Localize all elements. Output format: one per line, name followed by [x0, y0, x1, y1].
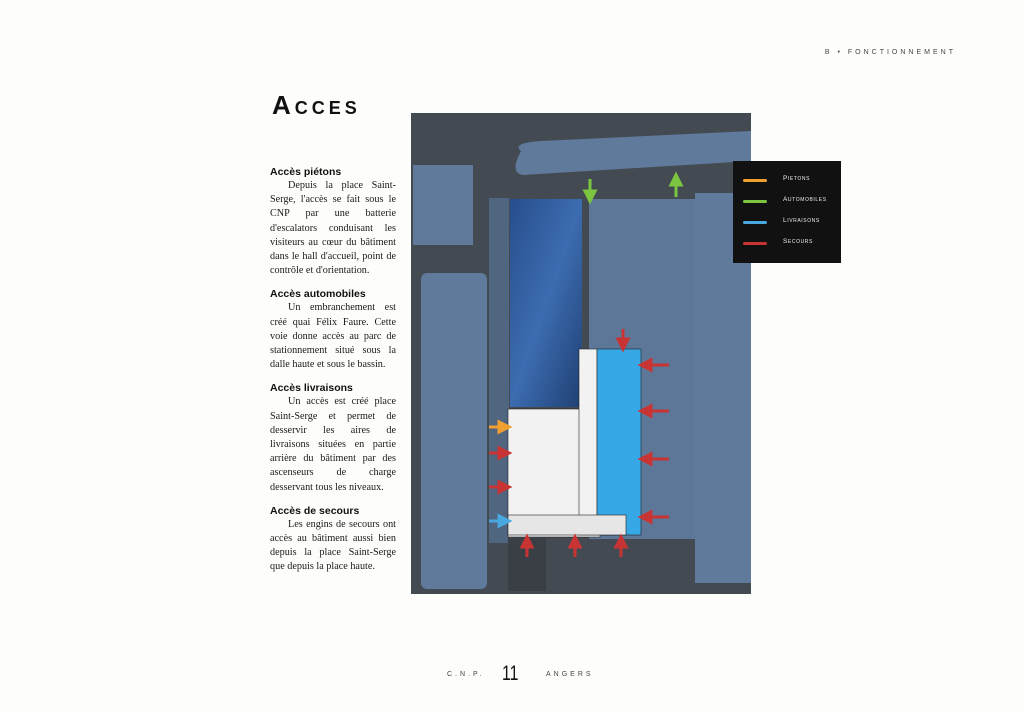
legend-label: Secours [783, 238, 813, 245]
running-header: B • FONCTIONNEMENT [824, 49, 956, 56]
section-pietons [270, 166, 396, 278]
section-automobiles [270, 288, 396, 372]
section-secours [270, 505, 396, 575]
section-heading: Accès piétons [270, 166, 342, 178]
section-heading: Accès automobiles [270, 288, 366, 301]
legend-swatch [743, 200, 767, 203]
legend-label: Pietons [783, 175, 811, 182]
legend-item-automobiles [733, 196, 841, 206]
legend-label: Automobiles [783, 196, 827, 203]
section-heading: Accès livraisons [270, 382, 353, 395]
section-body: Les engins de secours ont accès au bâtiment aussi bien depuis la place Saint-Serge que depuis la place haute. [270, 518, 396, 573]
site-plan-map [411, 113, 751, 594]
building-tower [579, 349, 597, 535]
section-livraisons [270, 382, 396, 494]
section-body: Un accès est créé place Saint-Serge et permet de desservir les aires de livraisons situées en partie arrière du bâtiment par des ascenseurs de charge desservant tous les niveaux. [270, 396, 396, 493]
section-body: Un embranchement est créé quai Félix Faure. Cette voie donne accès au parc de stationnement situé sous la dalle haute et sous le bassin. [270, 302, 396, 371]
legend-swatch [743, 179, 767, 182]
legend-item-secours [733, 238, 841, 248]
legend-item-pietons [733, 175, 841, 185]
map-legend [733, 161, 841, 263]
footer-city: ANGERS [546, 671, 594, 678]
legend-swatch [743, 221, 767, 224]
legend-label: Livraisons [783, 217, 820, 224]
footer-publication: C.N.P. [447, 671, 485, 678]
text-column [270, 166, 396, 585]
legend-item-livraisons [733, 217, 841, 227]
section-body: Depuis la place Saint-Serge, l'accès se fait sous le CNP par une batterie d'escalators conduisant les visiteurs au cœur du bâtiment dans le hall d'accueil, point de contrôle et d'orientation. [270, 180, 396, 277]
page-number: 11 [502, 662, 519, 685]
page-footer [0, 662, 1024, 686]
section-heading: Accès de secours [270, 504, 360, 517]
center-strip [489, 198, 509, 543]
left-block-small [413, 165, 473, 245]
left-long-block [421, 273, 487, 589]
page-title: Acces [272, 90, 361, 120]
legend-swatch [743, 242, 767, 245]
water-basin [510, 199, 582, 407]
building-blue-wing [597, 349, 641, 535]
building-lower [508, 515, 626, 535]
